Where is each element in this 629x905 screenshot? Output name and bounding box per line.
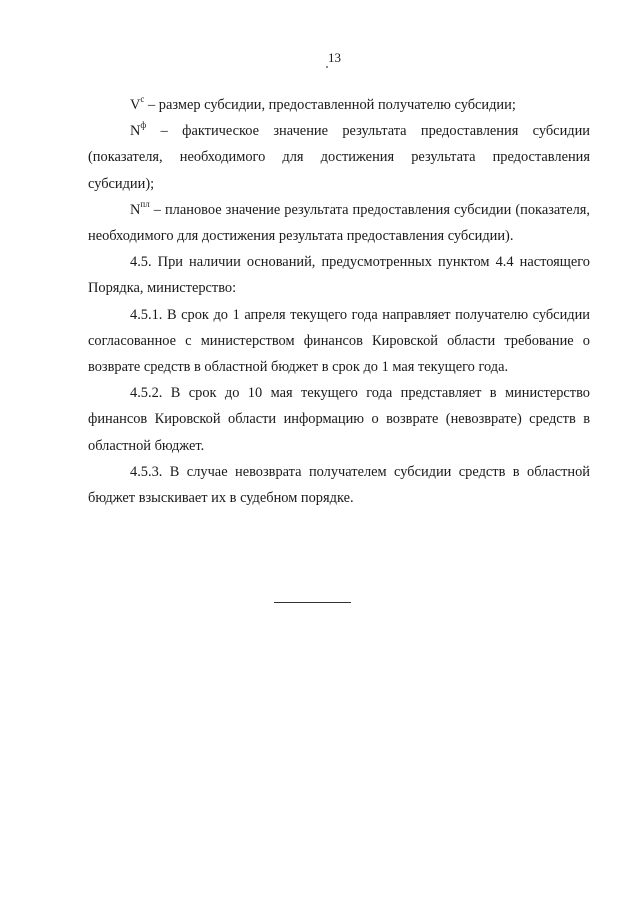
- scan-speck: [326, 66, 328, 68]
- paragraph-4-5-1: 4.5.1. В срок до 1 апреля текущего года направляет получателю субсидии согласованное с министерством финансов Кировской области требование о возврате средств в областной бюджет в срок до 1 мая текущего года.: [88, 306, 590, 376]
- document-body: [88, 92, 590, 511]
- symbol-v: V: [130, 97, 141, 113]
- definition-text: – плановое значение результата предоставления субсидии (показателя, необходимого для достижения результата предоставления субсидии).: [88, 201, 590, 245]
- end-divider-line: [274, 602, 351, 603]
- definition-text: – фактическое значение результата предоставления субсидии (показателя, необходимого для достижения результата предоставления субсидии);: [88, 123, 590, 192]
- symbol-n-superscript: пл: [140, 199, 150, 210]
- paragraph-4-5-3: 4.5.3. В случае невозврата получателем субсидии средств в областной бюджет взыскивает их в судебном порядке.: [88, 463, 590, 507]
- paragraph-4-5: 4.5. При наличии оснований, предусмотренных пунктом 4.4 настоящего Порядка, министерство:: [88, 254, 590, 297]
- definition-v-c: [88, 92, 590, 118]
- symbol-n-superscript: ф: [140, 120, 147, 131]
- page-number: 13: [328, 50, 341, 65]
- definition-n-f: [88, 118, 590, 197]
- symbol-n: N: [130, 123, 141, 140]
- definition-n-pl: [88, 197, 590, 249]
- symbol-n: N: [130, 201, 141, 218]
- paragraph-4-5-2: 4.5.2. В срок до 10 мая текущего года представляет в министерство финансов Кировской области информацию о возврате (невозврате) средств в областной бюджет.: [88, 385, 590, 454]
- symbol-v-superscript: c: [140, 94, 145, 105]
- definition-text: – размер субсидии, предоставленной получателю субсидии;: [144, 97, 516, 113]
